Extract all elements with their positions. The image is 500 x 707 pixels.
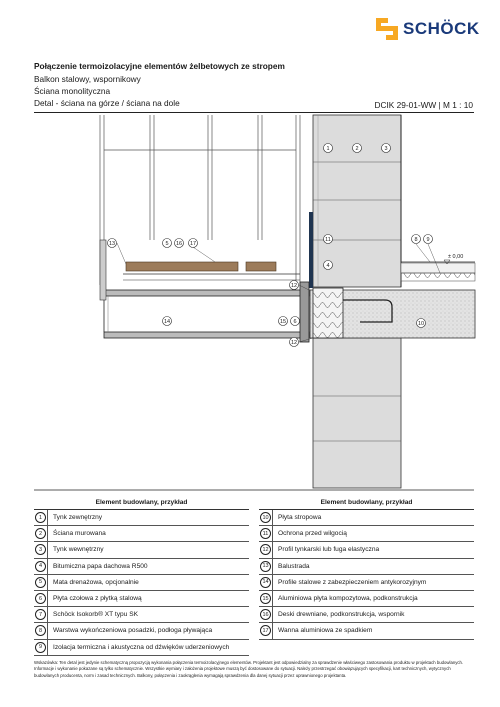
legend-row: 14 Profile stalowe z zabezpieczeniem antykorozyjnym: [259, 575, 474, 591]
drawing-code: DCIK 29-01-WW | M 1 : 10: [374, 100, 473, 110]
svg-text:13: 13: [108, 241, 116, 247]
legend-row: 15 Aluminiowa płyta kompozytowa, podkonstrukcja: [259, 591, 474, 607]
svg-text:16: 16: [175, 241, 183, 247]
callout-17: [189, 239, 198, 248]
callout-12-bottom: [290, 338, 299, 347]
callout-12-top: [290, 281, 299, 290]
legend-row: 12 Profil tynkarski lub fuga elastyczna: [259, 542, 474, 558]
footer-note: Wskazówka: Ten detal jest jedynie schematyczną propozycją wykonania połączenia termoizolacyjnego elementów. Projektant jest odpowiedzialny za sprawdzenie właściwego zastosowania produktu w projektach budowlanych. Informacje i wykonanie pokazane są tylko schematycznie. Wszystkie wymiary i założenia projektowe muszą być dostosowane do sytuacji. Należy przestrzegać obowiązujących specyfikacji, kart technicznych, wytycznych budowlanych producenta, norm i zasad technicznych. Balkony, połączenia i zaokrąglenia wymagają sprawdzenia dla danej sytuacji przez uprawnionego projektanta.: [34, 660, 464, 678]
callout-9: [424, 235, 433, 244]
level-label: ± 0,00: [448, 254, 464, 260]
callout-8: [412, 235, 421, 244]
legend-row: 5 Mata drenażowa, opcjonalnie: [34, 575, 249, 591]
legend-row: 11 Ochrona przed wilgocią: [259, 526, 474, 542]
svg-text:12: 12: [290, 340, 298, 346]
callout-2: [353, 144, 362, 153]
callout-11: [324, 235, 333, 244]
callout-10: [417, 319, 426, 328]
page-title: Połączenie termoizolacyjne elementów żelbetowych ze stropem: [34, 61, 285, 71]
svg-text:1: 1: [326, 146, 330, 152]
callout-1: [324, 144, 333, 153]
svg-text:11: 11: [325, 237, 331, 243]
legend-row: 17 Wanna aluminiowa ze spadkiem: [259, 623, 474, 639]
subtitle-wall: Ściana monolityczna: [34, 86, 111, 96]
callout-4: [324, 261, 333, 270]
callout-13: [108, 239, 117, 248]
legend-row: 13 Balustrada: [259, 559, 474, 575]
legend-row: 8 Warstwa wykończeniowa posadzki, podłoga pływająca: [34, 623, 249, 639]
legend-row: 1 Tynk zewnętrzny: [34, 510, 249, 526]
callout-5: [163, 239, 172, 248]
callout-3: [382, 144, 391, 153]
legend-left-header: Element budowlany, przykład: [34, 497, 249, 510]
callout-16: [175, 239, 184, 248]
legend-right-header: Element budowlany, przykład: [259, 497, 474, 510]
svg-text:17: 17: [189, 241, 197, 247]
svg-text:5: 5: [165, 241, 169, 247]
callout-6: [291, 317, 300, 326]
legend-row: 9 Izolacja termiczna i akustyczna od dźwięków uderzeniowych: [34, 640, 249, 656]
subtitle-balcony: Balkon stalowy, wspornikowy: [34, 74, 141, 84]
legend-row: 6 Płyta czołowa z płytką stalową: [34, 591, 249, 607]
callout-14: [163, 317, 172, 326]
legend-row: 7 Schöck Isokorb® XT typu SK: [34, 607, 249, 623]
svg-text:12: 12: [290, 283, 298, 289]
svg-text:9: 9: [426, 237, 430, 243]
svg-text:2: 2: [355, 146, 359, 152]
legend-row: 4 Bitumiczna papa dachowa R500: [34, 559, 249, 575]
svg-text:4: 4: [326, 263, 330, 269]
legend-row: 2 Ściana murowana: [34, 526, 249, 542]
legend-row: 3 Tynk wewnętrzny: [34, 542, 249, 558]
svg-text:10: 10: [417, 321, 425, 327]
legend-left: [34, 497, 249, 656]
subtitle-detail: Detal - ściana na górze / ściana na dole: [34, 98, 180, 108]
callout-15: [279, 317, 288, 326]
legend-right: [259, 497, 474, 640]
svg-text:6: 6: [293, 319, 297, 325]
brand-name: SCHÖCK: [403, 19, 480, 38]
svg-text:3: 3: [384, 146, 388, 152]
svg-text:15: 15: [279, 319, 287, 325]
svg-text:8: 8: [414, 237, 418, 243]
legend-row: 10 Płyta stropowa: [259, 510, 474, 526]
legend-row: 16 Deski drewniane, podkonstrukcja, wspornik: [259, 607, 474, 623]
svg-text:14: 14: [163, 319, 171, 325]
